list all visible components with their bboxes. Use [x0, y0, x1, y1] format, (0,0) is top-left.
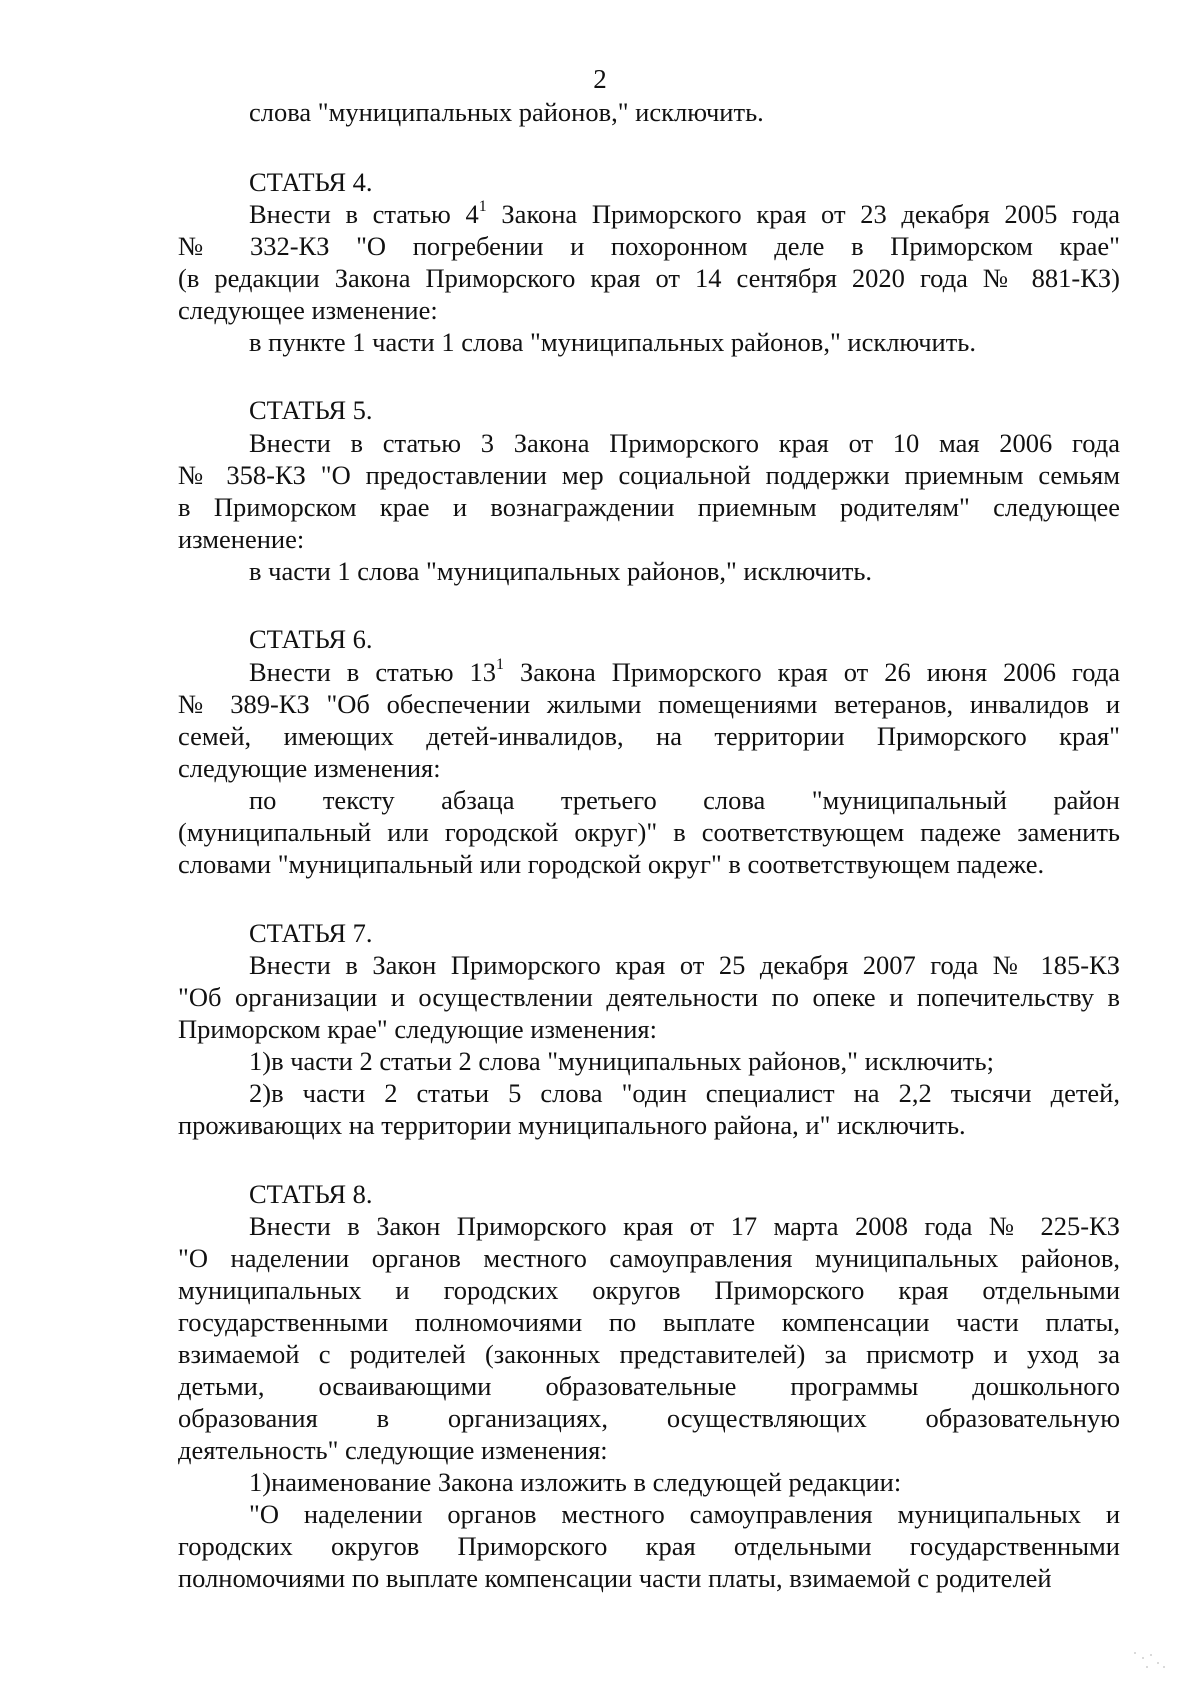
- text-line: взимаемой с родителей (законных представителей) за присмотр и уход за: [178, 1339, 1120, 1369]
- text-line: детьми, осваивающими образовательные программы дошкольного: [178, 1371, 1120, 1401]
- text-line: муниципальных и городских округов Приморского края отдельными: [178, 1275, 1120, 1305]
- text-line: (муниципальный или городской округ)" в соответствующем падеже заменить: [178, 817, 1120, 847]
- text-line: № 332-КЗ "О погребении и похоронном деле в Приморском крае": [178, 231, 1120, 261]
- text-line: (в редакции Закона Приморского края от 14 сентября 2020 года № 881-КЗ): [178, 263, 1120, 293]
- text-line: Внести в Закон Приморского края от 17 марта 2008 года № 225-КЗ: [249, 1211, 1120, 1241]
- article-heading-7: СТАТЬЯ 7.: [249, 918, 373, 948]
- text-line: государственными полномочиями по выплате компенсации части платы,: [178, 1307, 1120, 1337]
- text-line: 1)в части 2 статьи 2 слова "муниципальных районов," исключить;: [249, 1046, 994, 1076]
- text-line: 1)наименование Закона изложить в следующей редакции:: [249, 1467, 902, 1497]
- article-heading-4: СТАТЬЯ 4.: [249, 167, 373, 197]
- text-line: "О наделении органов местного самоуправления муниципальных районов,: [178, 1243, 1120, 1273]
- text-line: словами "муниципальный или городской округ" в соответствующем падеже.: [178, 849, 1045, 879]
- text-line: по тексту абзаца третьего слова "муниципальный район: [249, 785, 1120, 815]
- text-line: Внести в Закон Приморского края от 25 декабря 2007 года № 185-КЗ: [249, 950, 1120, 980]
- text-line: в части 1 слова "муниципальных районов," исключить.: [249, 556, 873, 586]
- text-line: Приморском крае" следующие изменения:: [178, 1014, 657, 1044]
- text-line: следующие изменения:: [178, 753, 441, 783]
- text-line: образования в организациях, осуществляющих образовательную: [178, 1403, 1120, 1433]
- page-number: 2: [593, 64, 607, 94]
- article-heading-5: СТАТЬЯ 5.: [249, 395, 373, 425]
- text-line: № 358-КЗ "О предоставлении мер социальной поддержки приемным семьям: [178, 460, 1120, 490]
- text-line: Внести в статью $4^1$ Закона Приморского края от 23 декабря 2005 года: [249, 198, 1120, 229]
- text-line: № 389-КЗ "Об обеспечении жилыми помещениями ветеранов, инвалидов и: [178, 689, 1120, 719]
- scan-noise: [1130, 1648, 1170, 1674]
- text-line: следующее изменение:: [178, 295, 438, 325]
- text-line: "О наделении органов местного самоуправления муниципальных и: [249, 1499, 1120, 1529]
- article-heading-6: СТАТЬЯ 6.: [249, 624, 373, 654]
- text-line: в Приморском крае и вознаграждении приемным родителям" следующее: [178, 492, 1120, 522]
- article-heading-8: СТАТЬЯ 8.: [249, 1179, 373, 1209]
- text-line: городских округов Приморского края отдельными государственными: [178, 1531, 1120, 1561]
- text-line: Внести в статью $13^1$ Закона Приморского края от 26 июня 2006 года: [249, 656, 1120, 687]
- text-line: "Об организации и осуществлении деятельности по опеке и попечительству в: [178, 982, 1120, 1012]
- text-line: семей, имеющих детей-инвалидов, на территории Приморского края": [178, 721, 1120, 751]
- text-line: 2)в части 2 статьи 5 слова "один специалист на 2,2 тысячи детей,: [249, 1078, 1120, 1108]
- text-line: проживающих на территории муниципального района, и" исключить.: [178, 1110, 966, 1140]
- text-line: деятельность" следующие изменения:: [178, 1435, 608, 1465]
- text-line: изменение:: [178, 524, 305, 554]
- text-line: полномочиями по выплате компенсации части платы, взимаемой с родителей: [178, 1563, 1052, 1593]
- text-line: Внести в статью 3 Закона Приморского края от 10 мая 2006 года: [249, 428, 1120, 458]
- text-line: слова "муниципальных районов," исключить.: [249, 97, 764, 127]
- text-line: в пункте 1 части 1 слова "муниципальных районов," исключить.: [249, 327, 977, 357]
